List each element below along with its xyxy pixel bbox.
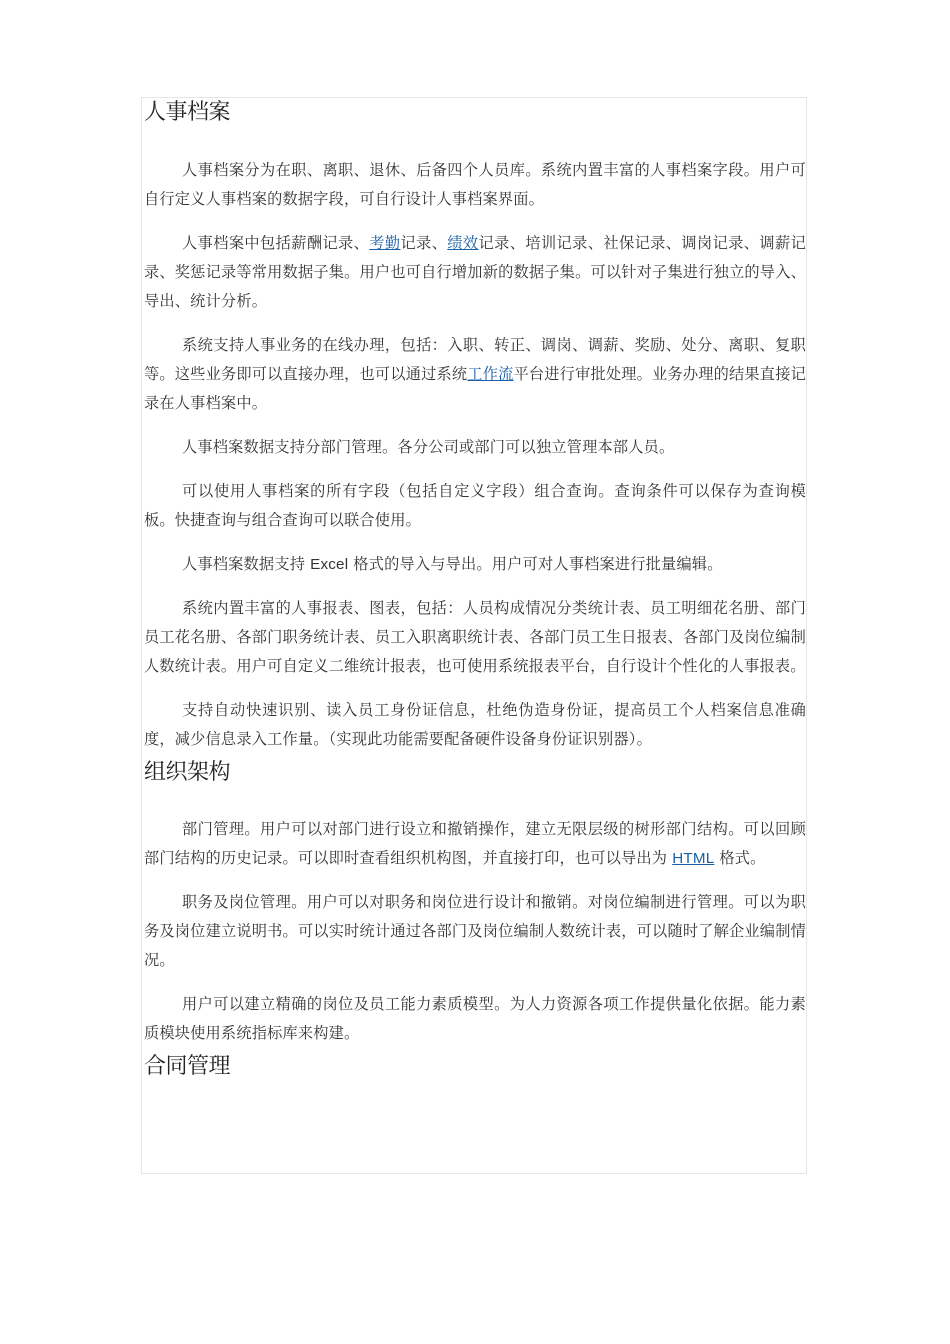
text: 记录、培训记录、社保记录、调岗记录、调薪记录、奖惩记录等常用数据子集。用户也可自行增加新的数据子集。可以针对子集进行独立的导入、导出、统计分析。 [144,234,807,310]
section-heading-org-structure: 组织架构 [144,760,231,785]
section-heading-personnel-files: 人事档案 [144,100,231,125]
text: 记录、 [400,234,448,252]
link-attendance[interactable]: 考勤 [369,234,401,252]
text: 平台进行审批处理。业务办理的结果直接记录在人事档案中。 [144,365,806,412]
text: 格式的导入与导出。用户可对人事档案进行批量编辑。 [348,555,723,573]
text-excel: Excel [310,556,349,573]
paragraph [144,696,806,754]
text: 部门管理。用户可以对部门进行设立和撤销操作，建立无限层级的树形部门结构。可以回顾部门结构的历史记录。可以即时查看组织机构图，并直接打印，也可以导出为 [144,820,806,867]
paragraph [144,594,806,681]
text: 人事档案分为在职、离职、退休、后备四个人员库。系统内置丰富的人事档案字段。用户可自行定义人事档案的数据字段，可自行设计人事档案界面。 [144,161,806,208]
paragraph [144,990,806,1048]
link-workflow[interactable]: 工作流 [467,365,514,383]
text: 系统支持人事业务的在线办理，包括：入职、转正、调岗、调薪、奖励、处分、离职、复职等。这些业务即可以直接办理，也可以通过系统 [144,336,806,383]
link-performance[interactable]: 绩效 [447,234,479,252]
text: 可以使用人事档案的所有字段（包括自定义字段）组合查询。查询条件可以保存为查询模板。快捷查询与组合查询可以联合使用。 [144,482,806,529]
paragraph [144,888,806,975]
text: 职务及岗位管理。用户可以对职务和岗位进行设计和撤销。对岗位编制进行管理。可以为职务及岗位建立说明书。可以实时统计通过各部门及岗位编制人数统计表，可以随时了解企业编制情况。 [144,893,806,969]
text: 系统内置丰富的人事报表、图表，包括：人员构成情况分类统计表、员工明细花名册、部门员工花名册、各部门职务统计表、员工入职离职统计表、各部门员工生日报表、各部门及岗位编制人数统计表。用户可自定义二维统计报表，也可使用系统报表平台，自行设计个性化的人事报表。 [144,599,806,675]
paragraph [144,156,806,214]
paragraph [144,550,806,579]
text: 人事档案数据支持 [182,555,311,573]
section-heading-contract-management: 合同管理 [144,1054,231,1079]
paragraph [144,433,806,462]
paragraph [144,229,806,316]
text: 人事档案中包括薪酬记录、 [182,234,370,252]
text: 格式。 [714,849,766,867]
text: 用户可以建立精确的岗位及员工能力素质模型。为人力资源各项工作提供量化依据。能力素质模块使用系统指标库来构建。 [144,995,806,1042]
document-body [144,97,806,1082]
link-html[interactable]: HTML [672,850,715,867]
text: 人事档案数据支持分部门管理。各分公司或部门可以独立管理本部人员。 [182,438,675,456]
paragraph [144,331,806,418]
text: 支持自动快速识别、读入员工身份证信息，杜绝伪造身份证，提高员工个人档案信息准确度，减少信息录入工作量。（实现此功能需要配备硬件设备身份证识别器）。 [144,701,806,748]
paragraph [144,815,806,873]
paragraph [144,477,806,535]
